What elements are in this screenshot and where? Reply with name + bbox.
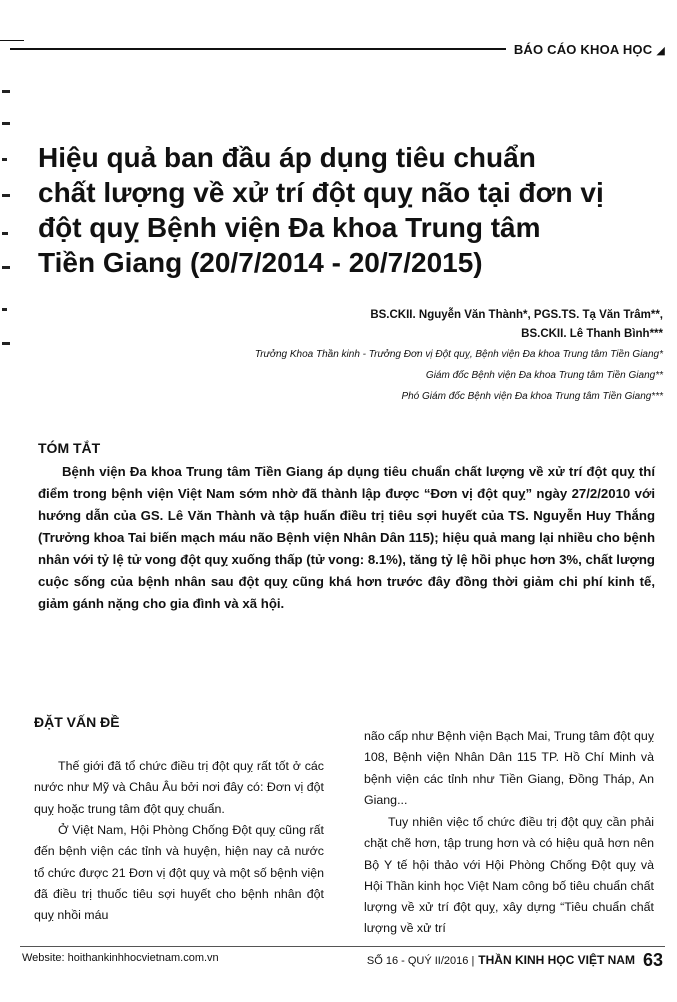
affiliation: Giám đốc Bệnh viện Đa khoa Trung tâm Tiền Giang** bbox=[425, 370, 663, 381]
footer-website: Website: hoithankinhhocvietnam.com.vn bbox=[22, 952, 219, 964]
authors-line-1: BS.CKII. Nguyễn Văn Thành*, PGS.TS. Tạ Văn Trâm**, bbox=[370, 309, 663, 321]
affiliation: Trưởng Khoa Thần kinh - Trưởng Đơn vị Đột quỵ, Bệnh viện Đa khoa Trung tâm Tiền Giang* bbox=[254, 349, 663, 360]
section-label bbox=[506, 42, 665, 57]
affiliation: Phó Giám đốc Bệnh viện Đa khoa Trung tâm Tiền Giang*** bbox=[401, 391, 663, 402]
section-heading: ĐẶT VẤN ĐỀ bbox=[34, 714, 120, 730]
article-title bbox=[38, 140, 604, 280]
footer-journal: THẦN KINH HỌC VIỆT NAM bbox=[478, 953, 635, 967]
body-paragraph: não cấp như Bệnh viện Bạch Mai, Trung tâm đột quỵ 108, Bệnh viện Nhân Dân 115 TP. Hồ Chí Minh và bệnh viện các tỉnh như Tiền Giang, Đồng Tháp, An Giang... bbox=[364, 729, 655, 807]
abstract-text: Bệnh viện Đa khoa Trung tâm Tiền Giang áp dụng tiêu chuẩn chất lượng về xử trí đột quỵ thí điểm trong bệnh viện Việt Nam sớm nhờ đã thành lập được “Đơn vị đột quỵ” ngày 27/2/2010 với hướng dẫn của GS. Lê Văn Thành và tập huấn điều trị tiêu sợi huyết của TS. Nguyễn Huy Thắng (Trưởng khoa Tai biến mạch máu não Bệnh viện Nhân Dân 115); hiệu quả mang lại nhiều cho bệnh nhân với tỷ lệ tử vong đột quỵ xuống thấp (tử vong: 8.1%), tăng tỷ lệ hồi phục hơn 3%, chất lượng cuộc sống của bệnh nhân sau đột quỵ cũng khá hơn trước đây đồng thời giảm chi phí kinh tế, giảm gánh nặng cho gia đình và xã hội. bbox=[38, 464, 655, 611]
title-line: chất lượng về xử trí đột quỵ não tại đơn vị bbox=[38, 177, 604, 208]
authors-line-2: BS.CKII. Lê Thanh Bình*** bbox=[521, 328, 663, 340]
triangle-icon: ◢ bbox=[656, 45, 665, 57]
body-paragraph: Ở Việt Nam, Hội Phòng Chống Đột quỵ cũng rất đến bệnh viện các tỉnh và huyện, hiện nay cả nước tổ chức được 21 Đơn vị đột quỵ và một số bệnh viện đã điều trị thuốc tiêu sợi huyết cho bệnh nhân đột quỵ nhồi máu bbox=[34, 823, 324, 923]
header-rule-left bbox=[0, 40, 24, 41]
footer-issue-info bbox=[367, 950, 663, 971]
body-paragraph: Tuy nhiên việc tổ chức điều trị đột quỵ cần phải chặt chẽ hơn, tập trung hơn và có hiệu quả hơn nên Bộ Y tế hội thảo với Hội Phòng Chống Đột quỵ và Hội Thần kinh học Việt Nam công bố tiêu chuẩn chất lượng về xử trí đột quỵ, xây dựng “Tiêu chuẩn chất lượng về xử trí bbox=[364, 815, 654, 936]
body-paragraph: Thế giới đã tổ chức điều trị đột quỵ rất tốt ở các nước như Mỹ và Châu Âu bởi nơi đây có: Đơn vị đột quỵ hoặc trung tâm đột quỵ chuẩn. bbox=[34, 759, 324, 816]
footer-issue: SỐ 16 - QUÝ II/2016 | bbox=[366, 955, 475, 967]
title-line: đột quỵ Bệnh viện Đa khoa Trung tâm bbox=[38, 212, 541, 243]
title-line: Hiệu quả ban đầu áp dụng tiêu chuẩn bbox=[38, 142, 536, 173]
author-block bbox=[183, 306, 663, 407]
section-label-text: BÁO CÁO KHOA HỌC bbox=[513, 42, 653, 57]
footer-rule bbox=[20, 946, 665, 947]
title-line: Tiền Giang (20/7/2014 - 20/7/2015) bbox=[38, 247, 483, 278]
abstract-heading: TÓM TẮT bbox=[38, 440, 101, 456]
page-number: 63 bbox=[642, 950, 663, 970]
scan-edge-marks bbox=[0, 60, 14, 380]
